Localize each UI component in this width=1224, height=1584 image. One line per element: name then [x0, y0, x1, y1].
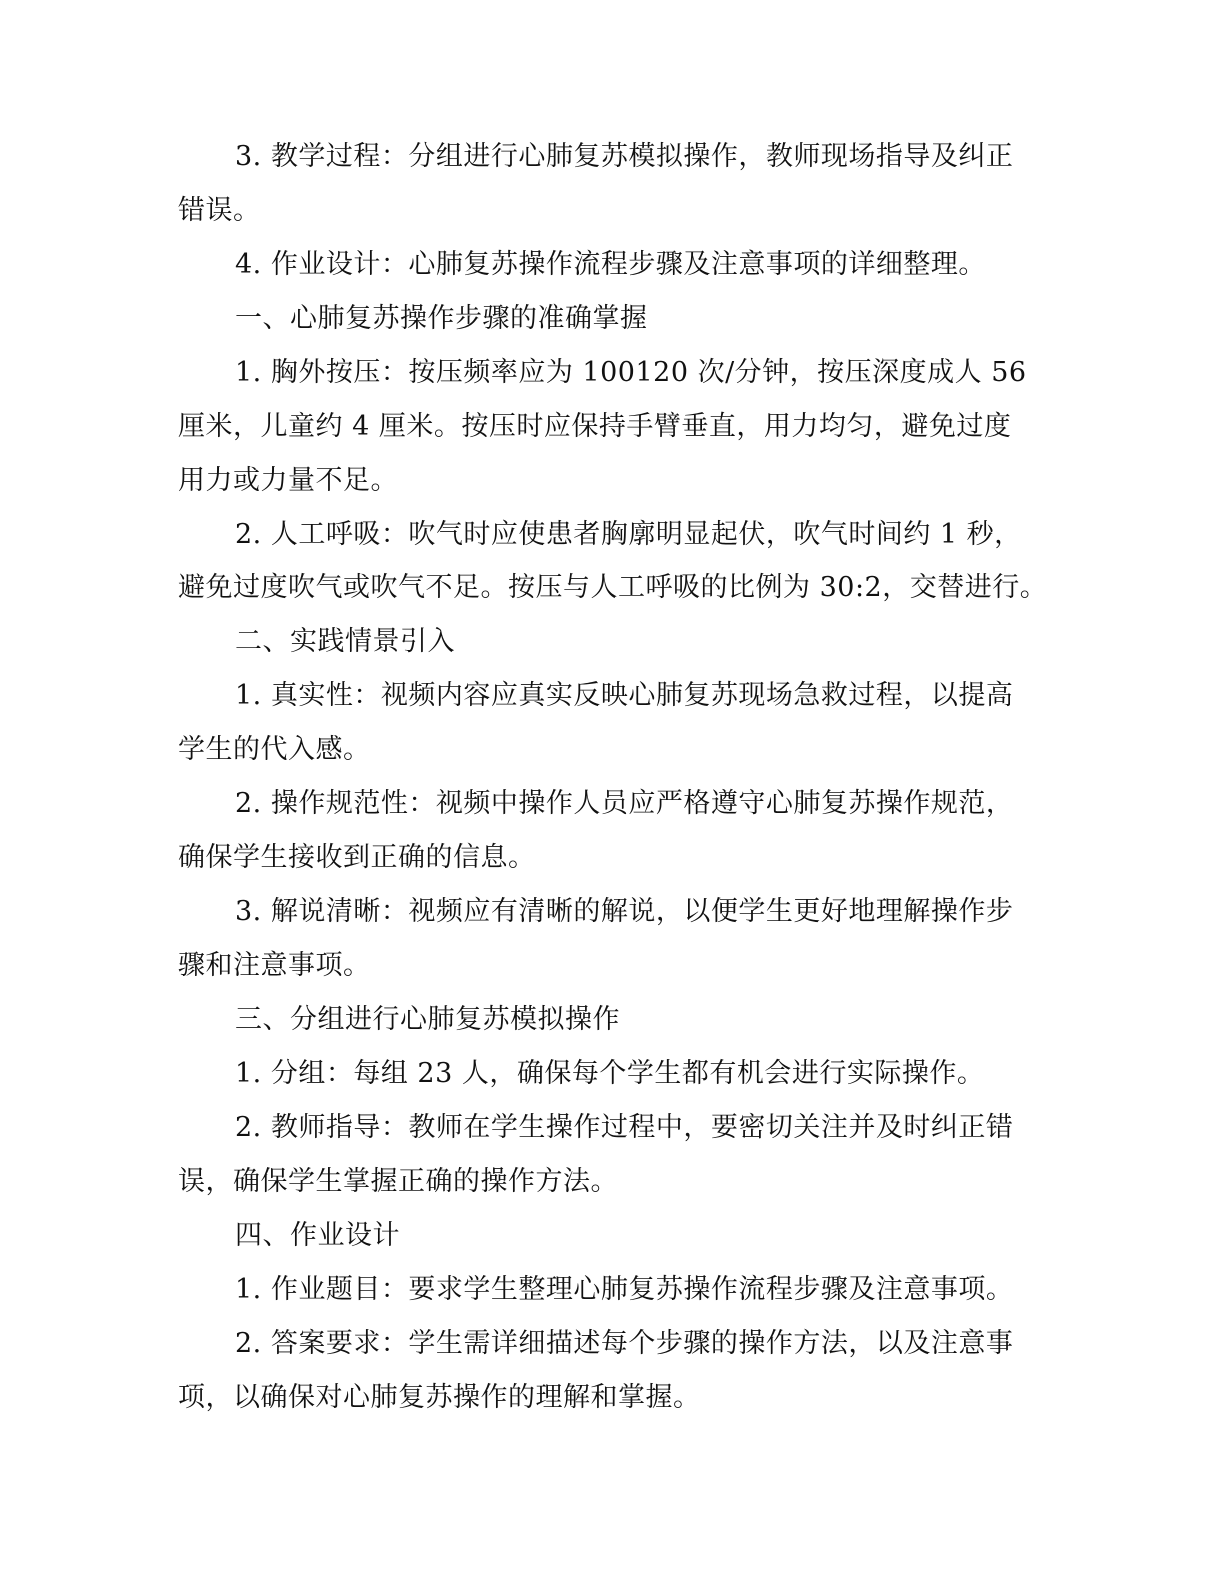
paragraph-line: 3. 教学过程：分组进行心肺复苏模拟操作，教师现场指导及纠正	[235, 141, 1014, 172]
paragraph-line: 骤和注意事项。	[178, 950, 371, 981]
paragraph-line: 用力或力量不足。	[178, 465, 398, 496]
section-heading: 四、作业设计	[235, 1220, 400, 1251]
paragraph-line: 4. 作业设计：心肺复苏操作流程步骤及注意事项的详细整理。	[235, 249, 986, 280]
paragraph-line: 1. 胸外按压：按压频率应为 100120 次/分钟，按压深度成人 56	[235, 357, 1027, 388]
paragraph-line: 2. 答案要求：学生需详细描述每个步骤的操作方法，以及注意事	[235, 1328, 1014, 1359]
paragraph-line: 错误。	[178, 195, 261, 226]
paragraph-line: 避免过度吹气或吹气不足。按压与人工呼吸的比例为 30:2，交替进行。	[178, 572, 1048, 603]
section-heading: 二、实践情景引入	[235, 626, 455, 657]
paragraph-line: 学生的代入感。	[178, 734, 371, 765]
paragraph-line: 1. 作业题目：要求学生整理心肺复苏操作流程步骤及注意事项。	[235, 1274, 1014, 1305]
paragraph-line: 2. 人工呼吸：吹气时应使患者胸廓明显起伏，吹气时间约 1 秒，	[235, 519, 1022, 550]
paragraph-line: 确保学生接收到正确的信息。	[178, 842, 536, 873]
paragraph-line: 1. 真实性：视频内容应真实反映心肺复苏现场急救过程，以提高	[235, 680, 1014, 711]
paragraph-line: 3. 解说清晰：视频应有清晰的解说，以便学生更好地理解操作步	[235, 896, 1014, 927]
section-heading: 三、分组进行心肺复苏模拟操作	[235, 1004, 620, 1035]
paragraph-line: 2. 操作规范性：视频中操作人员应严格遵守心肺复苏操作规范，	[235, 788, 1014, 819]
paragraph-line: 2. 教师指导：教师在学生操作过程中，要密切关注并及时纠正错	[235, 1112, 1014, 1143]
paragraph-line: 厘米，儿童约 4 厘米。按压时应保持手臂垂直，用力均匀，避免过度	[178, 411, 1012, 442]
paragraph-line: 1. 分组：每组 23 人，确保每个学生都有机会进行实际操作。	[235, 1058, 985, 1089]
section-heading: 一、心肺复苏操作步骤的准确掌握	[235, 303, 648, 334]
paragraph-line: 误，确保学生掌握正确的操作方法。	[178, 1166, 618, 1197]
paragraph-line: 项，以确保对心肺复苏操作的理解和掌握。	[178, 1382, 701, 1413]
